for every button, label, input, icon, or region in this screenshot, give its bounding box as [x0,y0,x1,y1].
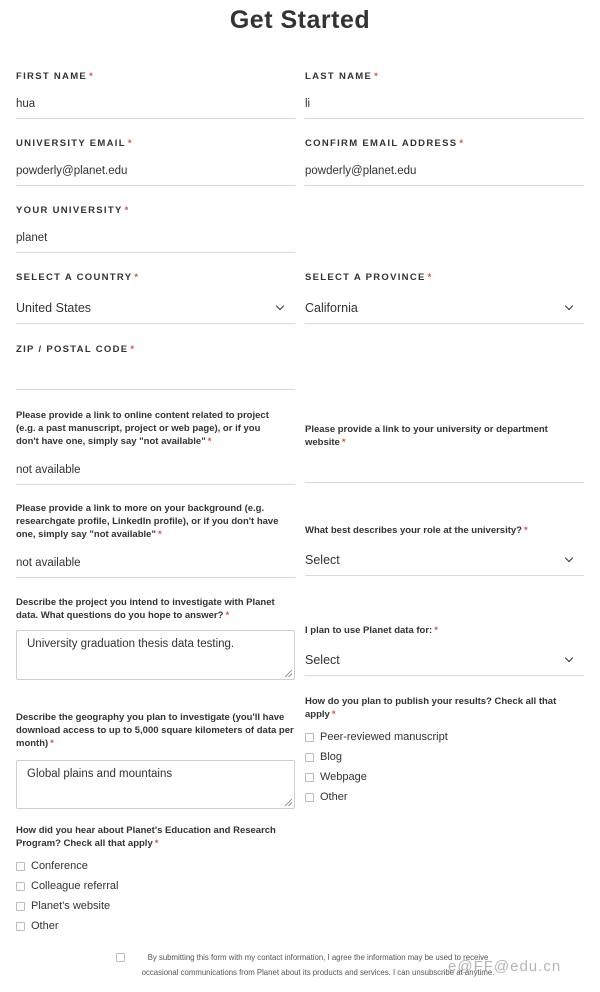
heard-option-conference[interactable]: Conference [16,860,88,872]
consent-text: By submitting this form with my contact information, I agree the information may be used to receive occasional communications from Planet about its products and services. I can unsubscribe at anytime. [141,953,495,977]
zip-label: ZIP / POSTAL CODE * [16,344,136,355]
checkbox[interactable] [305,793,314,802]
project-description-textarea[interactable]: University graduation thesis data testing. [16,630,295,680]
publish-option-other[interactable]: Other [305,791,348,803]
checkbox[interactable] [16,922,25,931]
project-link-label: Please provide a link to online content related to project (e.g. a past manuscript, project or web page), or if you don't have one, simply say "not available" * [16,410,269,447]
confirm-email-field[interactable]: powderly@planet.edu [305,156,584,186]
plan-use-label: I plan to use Planet data for: * [305,625,438,636]
heard-option-other[interactable]: Other [16,920,59,932]
university-link-label: Please provide a link to your university or department website * [305,424,548,448]
last-name-field[interactable]: li [305,89,584,119]
first-name-field[interactable]: hua [16,89,295,119]
checkbox[interactable] [305,733,314,742]
country-selected-value: United States [16,300,92,315]
publish-option-blog[interactable]: Blog [305,751,342,763]
province-selected-value: California [305,300,358,315]
chevron-down-icon [565,301,573,309]
resize-handle-icon[interactable] [285,670,292,677]
last-name-label: LAST NAME * [305,71,380,82]
role-select[interactable] [305,544,584,576]
country-label: SELECT A COUNTRY * [16,272,140,283]
checkbox[interactable] [305,753,314,762]
plan-use-selected-value: Select [305,652,340,667]
watermark: e@FF@edu.cn [448,958,562,975]
plan-use-select[interactable] [305,644,584,676]
confirm-email-label: CONFIRM EMAIL ADDRESS * [305,138,465,149]
first-name-label: FIRST NAME * [16,71,95,82]
page-title: Get Started [229,6,371,34]
province-label: SELECT A PROVINCE * [305,272,433,283]
university-field[interactable]: planet [16,223,295,253]
role-label: What best describes your role at the university? * [305,525,528,536]
resize-handle-icon[interactable] [285,799,292,806]
project-description-label: Describe the project you intend to investigate with Planet data. What questions do you hope to answer? * [16,597,275,621]
chevron-down-icon [565,553,573,561]
university-link-field[interactable] [305,453,584,483]
consent-checkbox[interactable] [116,953,125,962]
heard-about-label: How did you hear about Planet's Education and Research Program? Check all that apply * [16,825,276,849]
background-link-field[interactable]: not available [16,548,295,578]
geography-textarea[interactable]: Global plains and mountains [16,760,295,809]
geography-label: Describe the geography you plan to investigate (you'll have download access to up to 5,000 square kilometers of data per month) * [16,712,294,749]
checkbox[interactable] [16,882,25,891]
chevron-down-icon [276,301,284,309]
project-link-field[interactable]: not available [16,455,295,485]
heard-option-planet-website[interactable]: Planet's website [16,900,110,912]
university-label: YOUR UNIVERSITY * [16,205,130,216]
publish-label: How do you plan to publish your results? Check all that apply * [305,696,557,720]
checkbox[interactable] [16,862,25,871]
zip-field[interactable] [16,360,295,390]
checkbox[interactable] [16,902,25,911]
publish-option-webpage[interactable]: Webpage [305,771,367,783]
publish-option-peer-reviewed[interactable]: Peer-reviewed manuscript [305,731,448,743]
province-select[interactable] [305,292,584,324]
university-email-label: UNIVERSITY EMAIL * [16,138,133,149]
role-selected-value: Select [305,552,340,567]
checkbox[interactable] [305,773,314,782]
country-select[interactable] [16,292,295,324]
university-email-field[interactable]: powderly@planet.edu [16,156,295,186]
background-link-label: Please provide a link to more on your background (e.g. researchgate profile, LinkedIn profile), or if you don't have one, simply say "not available" * [16,503,279,540]
chevron-down-icon [565,653,573,661]
heard-option-colleague-referral[interactable]: Colleague referral [16,880,118,892]
